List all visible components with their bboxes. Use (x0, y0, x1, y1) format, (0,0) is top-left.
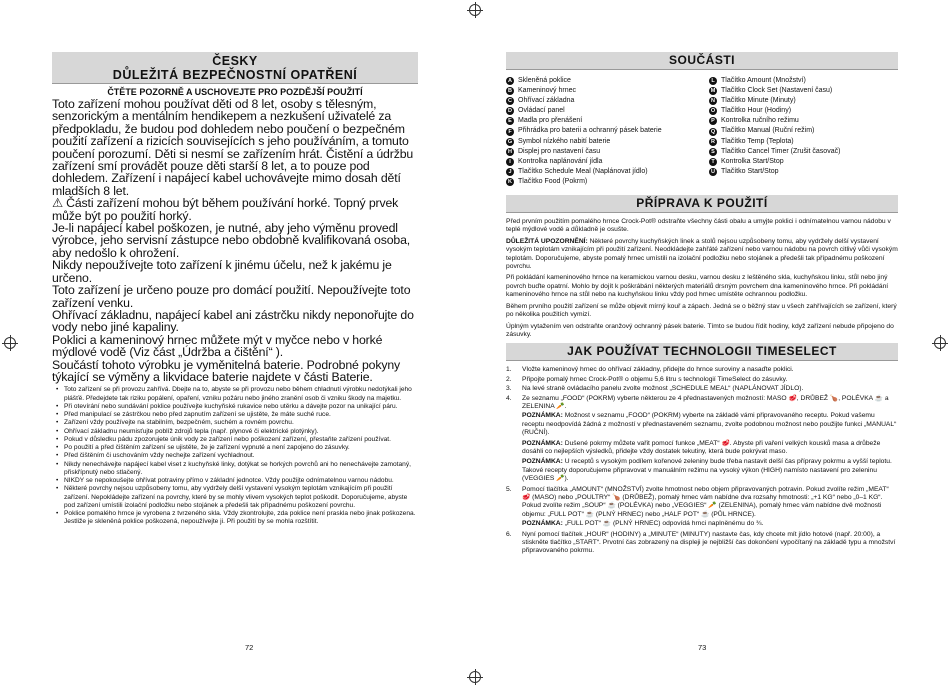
list-item: • Některé povrchy nejsou uzpůsobeny tomu, aby vydržely delší vystavení vysokým teplotám vznikajícím při použití zařízení. Nepokládejte zařízení na povrchy, které by se mohly vlivem vysokých teplot poškodit. Doporučujeme, abyste pod zařízení umístili izolační podložku nebo stojánek a předešli tak případnému poškození povrchu. (60, 485, 418, 510)
safety-bullet-list (52, 386, 418, 526)
list-item (506, 126, 695, 136)
step-number: 4. (506, 394, 512, 402)
step-note (522, 520, 898, 528)
part-label: Ovládací panel (518, 107, 565, 115)
part-label: Přihrádka pro baterii a ochranný pásek baterie (518, 127, 662, 135)
page-number-right: 73 (698, 643, 707, 652)
list-item (709, 116, 898, 126)
safety-paragraph: Ohřívací základnu, napájecí kabel ani zástrčku nikdy neponořujte do vody nebo jiné kapaliny. (52, 307, 414, 335)
safety-paragraph: Je-li napájecí kabel poškozen, je nutné, aby jeho výměnu provedl výrobce, jeho servisní zástupce nebo obdobně kvalifikovaná osoba, aby nedošlo k ohrožení. (52, 221, 411, 260)
part-key-badge: F (506, 128, 514, 136)
note-text: „FULL POT“ ☕ (PLNÝ HRNEC) odpovídá hrnci naplněnému do ¾. (562, 520, 764, 528)
note-text: Dušené pokrmy můžete vařit pomocí funkce „MEAT“ 🥩. Abyste při vaření velkých kousků masa a drůbeže dosáhli co nejlepších výsledků, přidejte vždy dostatek tekutiny, která bude pokrývat maso. (522, 439, 881, 455)
part-key-badge: S (709, 148, 717, 156)
list-item (506, 147, 695, 157)
part-key-badge: R (709, 138, 717, 146)
part-key-badge: L (709, 77, 717, 85)
part-label: Tlačítko Clock Set (Nastavení času) (721, 87, 833, 95)
list-item (709, 167, 898, 177)
step-item (506, 395, 898, 412)
list-item: • Před čištěním či uschováním vždy nechejte zařízení vychladnout. (60, 452, 418, 460)
warning-lead: DŮLEŽITÁ UPOZORNĚNÍ: (506, 237, 588, 245)
list-item (506, 96, 695, 106)
registration-mark-bottom-icon (469, 671, 481, 683)
part-key-badge: E (506, 117, 514, 125)
part-label: Kameninový hrnec (518, 87, 576, 95)
list-item (506, 116, 695, 126)
parts-column-left (506, 76, 695, 187)
part-key-badge: C (506, 97, 514, 105)
list-item: • NIKDY se nepokoušejte ohřívat potraviny přímo v základní jednotce. Vždy použijte odnímatelnou varnou nádobu. (60, 477, 418, 485)
list-item (506, 76, 695, 86)
part-key-badge: O (710, 108, 716, 115)
list-item (506, 106, 695, 116)
safety-paragraph: Toto zařízení je určeno pouze pro domácí použití. Nepoužívejte toto zařízení venku. (52, 283, 411, 310)
note-lead: POZNÁMKA: (522, 458, 563, 466)
hot-surface-warning: ⚠ Části zařízení mohou být během používání horké. Topný prvek může být po použití horký. (52, 196, 399, 223)
safety-paragraph: Nikdy nepoužívejte toto zařízení k jinému účelu, než k jakému je určeno. (52, 258, 392, 285)
part-label: Ohřívací základna (518, 97, 575, 105)
list-item (709, 96, 898, 106)
right-page (506, 52, 898, 557)
step-note (522, 412, 898, 437)
safety-title: DŮLEŽITÁ BEZPEČNOSTNÍ OPATŘENÍ (112, 68, 358, 82)
part-key-badge: T (709, 158, 717, 166)
step-item (506, 531, 898, 556)
part-label: Tlačítko Start/Stop (721, 167, 779, 175)
part-key-badge: H (506, 148, 514, 156)
list-item: • Ohřívací základnu neumisťujte poblíž zdrojů tepla (např. plynové či elektrické plotýnky). (60, 428, 418, 436)
step-number: 3. (506, 385, 512, 393)
list-item (709, 76, 898, 86)
list-item (506, 167, 695, 177)
part-label: Tlačítko Cancel Timer (Zrušit časovač) (721, 147, 841, 155)
part-key-badge: D (506, 107, 514, 115)
preparation-paragraph: Úplným vytažením ven odstraňte oranžový ochranný pásek baterie. Tímto se budou řídit hodiny, když zařízení nebude připojeno do zásuvky. (506, 322, 894, 338)
list-item (709, 86, 898, 96)
safety-header (52, 52, 418, 84)
part-key-badge: M (710, 88, 716, 95)
parts-list (506, 76, 898, 187)
part-label: Madla pro přenášení (518, 117, 583, 125)
part-label: Tlačítko Amount (Množství) (721, 77, 806, 84)
step-text: Ze seznamu „FOOD“ (POKRM) vyberte některou ze 4 přednastavených možností: MASO 🥩, DRŮBEŽ 🍗, POLÉVKA ☕ a ZELENINA 🥕. (522, 394, 889, 410)
list-item (709, 106, 898, 116)
left-page (52, 52, 418, 527)
step-item (506, 376, 898, 384)
part-label: Kontrolka naplánování jídla (518, 157, 603, 165)
warning-text: Některé povrchy kuchyňských linek a stolů nejsou uzpůsobeny tomu, aby vydržely delší vystavení vysokým teplotám vznikajícím při použití zařízení. Neodkládejte zahřáté zařízení nebo varnou nádobu na povrch citlivý vůči vysokým teplotám. Doporučujeme, abyste pomalý hrnec umístili na izolační podložku nebo stojánek a předešli tak případnému poškození povrchu. (506, 237, 898, 271)
preparation-text (506, 218, 898, 339)
part-key-badge: G (507, 138, 513, 145)
list-item: • Zařízení vždy používejte na stabilním, bezpečném, suchém a rovném povrchu. (60, 419, 418, 427)
part-label: Tlačítko Schedule Meal (Naplánovat jídlo) (518, 167, 648, 175)
part-label: Kontrolka Start/Stop (721, 157, 784, 165)
list-item (506, 86, 695, 96)
step-text: Nyní pomocí tlačítek „HOUR“ (HODINY) a „MINUTE“ (MINUTY) nastavte čas, kdy chcete mít jídlo hotové (např. 20:00), a stiskněte tlačítko „START“. Prvotní čas zobrazený na displeji je nejbližší čas dokončení vypočítaný na základě typu a množství připravovaného pokrmu. (522, 530, 896, 555)
part-key-badge: U (709, 168, 717, 176)
part-label: Symbol nízkého nabití baterie (518, 137, 611, 145)
registration-mark-left-icon (4, 337, 16, 349)
step-item (506, 385, 898, 393)
note-lead: POZNÁMKA: (522, 520, 563, 528)
part-key-badge: K (506, 178, 514, 186)
list-item (709, 147, 898, 157)
safety-paragraph: Toto zařízení mohou používat děti od 8 let, osoby s tělesným, senzorickým a mentálním hendikepem a nezkušení uživatelé za předpokladu, že budou pod dohledem nebo poučení o bezpečném použití zařízení a rizicích souvisejících s jeho používáním, a tomuto poučení porozumí. Děti si nesmí se zařízením hrát. Čistění a údržbu zařízení smí provádět pouze děti starší 8 let, a to pouze pod dohledem. Zařízení i napájecí kabel uchovávejte mimo dosah dětí mladších 8 let. (52, 97, 414, 198)
part-key-badge: Q (710, 128, 716, 135)
list-item: • Pokud v důsledku pádu zpozorujete únik vody ze zařízení nebo poškození zařízení, přestaňte zařízení používat. (60, 436, 418, 444)
part-key-badge: P (709, 117, 717, 125)
list-item (506, 137, 695, 147)
language-label: ČESKY (212, 54, 258, 68)
note-lead: POZNÁMKA: (522, 412, 563, 420)
note-text: U receptů s vysokým podílem kořenové zeleniny bude třeba nastavit delší čas přípravy pokrmu a vyšší teplotu. Takové recepty doporučujeme připravovat v manuálním režimu na vysoký výkon (HIGH) namísto nastavení pro zeleninu (VEGGIES 🥕). (522, 458, 892, 483)
step-note (522, 440, 898, 457)
part-label: Tlačítko Minute (Minuty) (721, 97, 796, 105)
list-item: • Nikdy nenechávejte napájecí kabel viset z kuchyňské linky, dotýkat se horkých povrchů ani ho nenechávejte zamotaný, přiskřípnutý nebo stlačený. (60, 461, 418, 478)
part-key-badge: I (506, 158, 514, 166)
list-item: • Před manipulací se zástrčkou nebo před zapnutím zařízení se ujistěte, že máte suché ruce. (60, 411, 418, 419)
part-label: Tlačítko Hour (Hodiny) (721, 107, 792, 115)
part-label: Displej pro nastavení času (518, 147, 601, 155)
step-note (522, 458, 898, 483)
preparation-paragraph: Během prvního použití zařízení se může objevit mírný kouř a zápach. Jedná se o běžný stav u všech zahřívajících se zařízení, který po několika použitích vymizí. (506, 302, 897, 319)
registration-mark-top-icon (469, 4, 481, 16)
step-text: Pomocí tlačítka „AMOUNT“ (MNOŽSTVÍ) zvolte hmotnost nebo objem připravovaných potravin. Pokud zvolíte režim „MEAT“ 🥩 (MASO) nebo „POULTRY“ 🍗 (DRŮBEŽ), pomalý hrnec vám nabídne dva rozsahy hmotnosti: „+1 KG“ nebo „0–1 KG“. Pokud zvolíte režim „SOUP“ ☕ (POLÉVKA) nebo „VEGGIES“ 🥕 (ZELENINA), pomalý hrnec vám nabídne dvě možnosti objemu: „FULL POT“ ☕ (PLNÝ HRNEC) nebo „HALF POT“ ☕ (PŮL HRNCE). (522, 485, 889, 518)
part-label: Skleněná poklice (518, 77, 571, 84)
list-item (709, 137, 898, 147)
list-item (506, 157, 695, 167)
page-number-left: 72 (245, 643, 254, 652)
list-item (709, 157, 898, 167)
safety-subtitle: ČTĚTE POZORNĚ A USCHOVEJTE PRO POZDĚJŠÍ POUŽITÍ (107, 87, 363, 97)
part-key-badge: J (506, 168, 514, 176)
preparation-warning (506, 238, 898, 272)
step-text: Připojte pomalý hrnec Crock-Pot® o objemu 5,6 litru s technologií TimeSelect do zásuvky. (522, 375, 788, 383)
timeselect-header: JAK POUŽÍVAT TECHNOLOGII TIMESELECT (506, 343, 898, 361)
step-item (506, 486, 898, 520)
part-label: Tlačítko Food (Pokrm) (518, 177, 588, 185)
step-number: 6. (506, 530, 512, 538)
parts-header: SOUČÁSTI (506, 52, 898, 70)
preparation-header: PŘÍPRAVA K POUŽITÍ (506, 195, 898, 213)
list-item: • Při otevírání nebo sundávání poklice používejte kuchyňské rukavice nebo utěrku a dávejte pozor na unikající páru. (60, 403, 418, 411)
part-key-badge: A (506, 77, 514, 85)
registration-mark-right-icon (934, 337, 946, 349)
step-item (506, 366, 898, 374)
step-text: Na levé straně ovládacího panelu zvolte možnost „SCHEDULE MEAL“ (NAPLÁNOVAT JÍDLO). (522, 385, 804, 393)
step-text: Vložte kameninový hrnec do ohřívací základny, přidejte do hrnce suroviny a nasaďte poklici. (522, 366, 794, 374)
list-item: • Toto zařízení se při provozu zahřívá. Dbejte na to, abyste se při provozu nebo během chladnutí výrobku nedotýkali jeho plášťě. Předejdete tak riziku popálení, opaření, vzniku požáru nebo jiného zranění osob či vzniku škody na majetku. (60, 386, 418, 403)
part-key-badge: N (709, 97, 717, 105)
note-lead: POZNÁMKA: (522, 439, 563, 447)
list-item (709, 126, 898, 136)
preparation-paragraph: Při pokládání kameninového hrnce na keramickou varnou desku, varnou desku z leštěného skla, kuchyňskou linku, stůl nebo jiný povrch buďte opatrní. Mohlo by dojít k poškrábání některých materiálů drsným povrchem dna kameninového hrnce. Při pokládání kameninového hrnce na stůl nebo na kuchyňskou linku vždy pod hrnec umístěte ochrannou podložku. (506, 274, 889, 299)
safety-paragraph: Poklici a kameninový hrnec můžete mýt v myčce nebo v horké mýdlové vodě (Viz část „Údržba a čištění“ ). (52, 332, 383, 360)
timeselect-steps (506, 366, 898, 556)
safety-big-text (52, 98, 418, 383)
part-label: Tlačítko Manual (Ruční režim) (721, 127, 815, 135)
part-key-badge: B (506, 87, 514, 95)
note-text: Možnost v seznamu „FOOD“ (POKRM) vyberte na základě vámi připravovaného receptu. Pokud vašemu receptu neodpovídá žádná z možností v přednastaveném seznamu, zvolte podobnou možnost nebo použijte funkci „MANUAL“ (RUČNÍ). (522, 412, 897, 437)
step-number: 5. (506, 485, 512, 493)
part-label: Tlačítko Temp (Teplota) (721, 137, 794, 145)
parts-column-right (695, 76, 898, 187)
list-item: • Poklice pomalého hrnce je vyrobena z tvrzeného skla. Vždy zkontrolujte, zda poklice není praskla nebo jinak poškozena. Jestliže je skleněná poklice poškozená, nepoužívejte ji. Při použití by se mohla rozštítit. (60, 510, 418, 527)
part-label: Kontrolka ručního režimu (721, 117, 799, 125)
step-number: 2. (506, 375, 512, 383)
list-item (506, 177, 695, 187)
safety-paragraph: Součástí tohoto výrobku je vyměnitelná baterie. Podrobné pokyny týkající se výměny a likvidace baterie najdete v části Baterie. (52, 357, 401, 384)
preparation-paragraph: Před prvním použitím pomalého hrnce Crock-Pot® odstraňte všechny části obalu a umyjte poklici i odnímatelnou varnou nádobu v teplé mýdlové vodě a důkladně je osušte. (506, 218, 891, 234)
step-number: 1. (506, 366, 512, 374)
list-item: • Po použití a před čištěním zařízení se ujistěte, že je zařízení vypnuté a není zapojeno do zásuvky. (60, 444, 418, 452)
